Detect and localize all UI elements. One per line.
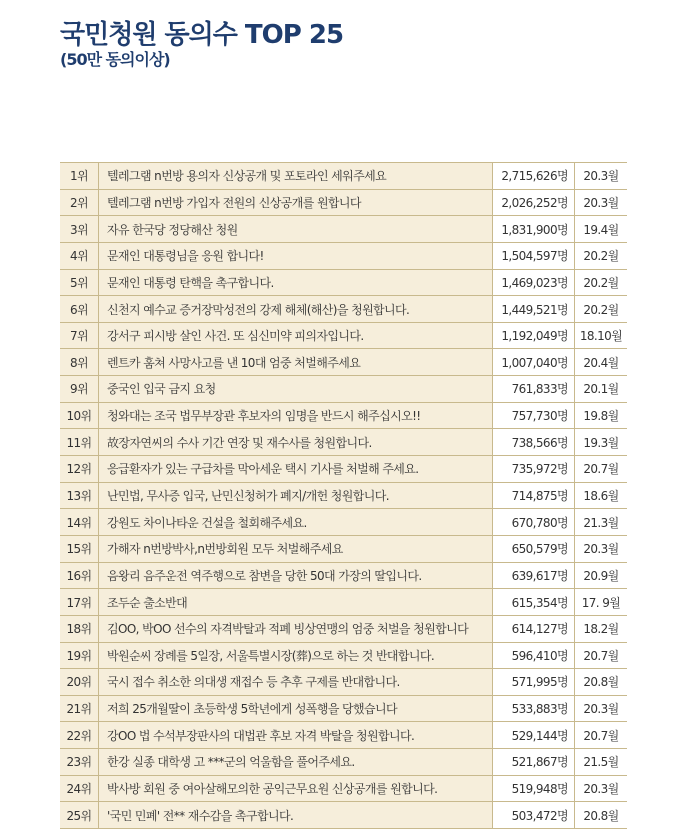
rank-cell: 24위 [60, 775, 99, 802]
petition-title-cell: 텔레그램 n번방 가입자 전원의 신상공개를 원합니다 [99, 189, 493, 216]
page-subtitle: (50만 동의이상) [60, 50, 170, 69]
date-cell: 19.4월 [575, 216, 628, 243]
rank-cell: 22위 [60, 722, 99, 749]
date-cell: 20.3월 [575, 163, 628, 190]
table-row [60, 775, 627, 802]
petition-title-cell: 조두순 출소반대 [99, 589, 493, 616]
date-cell: 19.3월 [575, 429, 628, 456]
agree-count-cell: 1,469,023명 [493, 269, 575, 296]
agree-count-cell: 615,354명 [493, 589, 575, 616]
rank-cell: 1위 [60, 163, 99, 190]
agree-count-cell: 2,715,626명 [493, 163, 575, 190]
table-body [60, 163, 627, 829]
date-cell: 17. 9월 [575, 589, 628, 616]
table-row [60, 589, 627, 616]
date-cell: 20.4월 [575, 349, 628, 376]
date-cell: 19.8월 [575, 402, 628, 429]
date-cell: 21.3월 [575, 509, 628, 536]
date-cell: 20.8월 [575, 802, 628, 829]
date-cell: 20.2월 [575, 269, 628, 296]
date-cell: 20.2월 [575, 296, 628, 323]
rank-cell: 17위 [60, 589, 99, 616]
table-row [60, 562, 627, 589]
date-cell: 20.7월 [575, 456, 628, 483]
petition-title-cell: 김OO, 박OO 선수의 자격박탈과 적폐 빙상연맹의 엄중 처벌을 청원합니다 [99, 615, 493, 642]
date-cell: 21.5월 [575, 749, 628, 776]
rank-cell: 20위 [60, 669, 99, 696]
petition-title-cell: 청와대는 조국 법무부장관 후보자의 임명을 반드시 해주십시오!! [99, 402, 493, 429]
date-cell: 20.3월 [575, 189, 628, 216]
table-row [60, 615, 627, 642]
petition-title-cell: 응급환자가 있는 구급차를 막아세운 택시 기사를 처벌해 주세요. [99, 456, 493, 483]
table-row [60, 695, 627, 722]
rank-cell: 25위 [60, 802, 99, 829]
rank-cell: 15위 [60, 535, 99, 562]
table-row [60, 242, 627, 269]
petition-title-cell: 저희 25개월딸이 초등학생 5학년에게 성폭행을 당했습니다 [99, 695, 493, 722]
agree-count-cell: 639,617명 [493, 562, 575, 589]
table-row [60, 669, 627, 696]
rank-cell: 16위 [60, 562, 99, 589]
rank-cell: 21위 [60, 695, 99, 722]
table-row [60, 722, 627, 749]
petition-title-cell: 가해자 n번방박사,n번방회원 모두 처벌해주세요 [99, 535, 493, 562]
agree-count-cell: 757,730명 [493, 402, 575, 429]
rank-cell: 5위 [60, 269, 99, 296]
petition-title-cell: 강OO 법 수석부장판사의 대법관 후보 자격 박탈을 청원합니다. [99, 722, 493, 749]
agree-count-cell: 1,192,049명 [493, 322, 575, 349]
rank-cell: 7위 [60, 322, 99, 349]
table-row [60, 376, 627, 403]
date-cell: 20.7월 [575, 722, 628, 749]
agree-count-cell: 1,449,521명 [493, 296, 575, 323]
date-cell: 18.2월 [575, 615, 628, 642]
table-row [60, 482, 627, 509]
agree-count-cell: 533,883명 [493, 695, 575, 722]
date-cell: 20.3월 [575, 535, 628, 562]
date-cell: 20.7월 [575, 642, 628, 669]
agree-count-cell: 714,875명 [493, 482, 575, 509]
petition-title-cell: 신천지 예수교 증거장막성전의 강제 해체(해산)을 청원합니다. [99, 296, 493, 323]
table-row [60, 296, 627, 323]
table-row [60, 402, 627, 429]
rank-cell: 10위 [60, 402, 99, 429]
agree-count-cell: 650,579명 [493, 535, 575, 562]
petition-title-cell: 중국인 입국 금지 요청 [99, 376, 493, 403]
agree-count-cell: 735,972명 [493, 456, 575, 483]
table-row [60, 189, 627, 216]
table-row [60, 802, 627, 829]
table-row [60, 269, 627, 296]
page-title: 국민청원 동의수 TOP 25 [60, 20, 344, 50]
date-cell: 20.1월 [575, 376, 628, 403]
petition-title-cell: 강원도 차이나타운 건설을 철회해주세요. [99, 509, 493, 536]
rank-cell: 19위 [60, 642, 99, 669]
agree-count-cell: 670,780명 [493, 509, 575, 536]
petition-title-cell: 박원순씨 장례를 5일장, 서울특별시장(葬)으로 하는 것 반대합니다. [99, 642, 493, 669]
table-row [60, 456, 627, 483]
table-row [60, 216, 627, 243]
table-row [60, 749, 627, 776]
petition-title-cell: 텔레그램 n번방 용의자 신상공개 및 포토라인 세워주세요 [99, 163, 493, 190]
date-cell: 18.10월 [575, 322, 628, 349]
petition-title-cell: 자유 한국당 정당해산 청원 [99, 216, 493, 243]
table-row [60, 535, 627, 562]
table-row [60, 163, 627, 190]
date-cell: 20.2월 [575, 242, 628, 269]
petition-title-cell: 강서구 피시방 살인 사건. 또 심신미약 피의자입니다. [99, 322, 493, 349]
agree-count-cell: 1,831,900명 [493, 216, 575, 243]
table-row [60, 429, 627, 456]
table-row [60, 322, 627, 349]
petition-title-cell: '국민 민폐' 전** 재수감을 촉구합니다. [99, 802, 493, 829]
agree-count-cell: 738,566명 [493, 429, 575, 456]
date-cell: 18.6월 [575, 482, 628, 509]
rank-cell: 6위 [60, 296, 99, 323]
petition-title-cell: 국시 접수 취소한 의대생 재접수 등 추후 구제를 반대합니다. [99, 669, 493, 696]
rank-cell: 14위 [60, 509, 99, 536]
petition-title-cell: 렌트카 훔쳐 사망사고를 낸 10대 엄중 처벌해주세요 [99, 349, 493, 376]
rank-cell: 23위 [60, 749, 99, 776]
agree-count-cell: 1,504,597명 [493, 242, 575, 269]
agree-count-cell: 529,144명 [493, 722, 575, 749]
rank-cell: 11위 [60, 429, 99, 456]
date-cell: 20.3월 [575, 695, 628, 722]
rank-cell: 3위 [60, 216, 99, 243]
table-row [60, 509, 627, 536]
agree-count-cell: 519,948명 [493, 775, 575, 802]
rank-cell: 2위 [60, 189, 99, 216]
table-row [60, 349, 627, 376]
petition-title-cell: 문재인 대통령 탄핵을 촉구합니다. [99, 269, 493, 296]
agree-count-cell: 521,867명 [493, 749, 575, 776]
agree-count-cell: 614,127명 [493, 615, 575, 642]
petition-title-cell: 한강 실종 대학생 고 ***군의 억울함을 풀어주세요. [99, 749, 493, 776]
rank-cell: 18위 [60, 615, 99, 642]
agree-count-cell: 761,833명 [493, 376, 575, 403]
petition-title-cell: 음왕리 음주운전 역주행으로 참변을 당한 50대 가장의 딸입니다. [99, 562, 493, 589]
rank-cell: 9위 [60, 376, 99, 403]
date-cell: 20.8월 [575, 669, 628, 696]
agree-count-cell: 2,026,252명 [493, 189, 575, 216]
date-cell: 20.9월 [575, 562, 628, 589]
table-row [60, 642, 627, 669]
petition-title-cell: 문재인 대통령님을 응원 합니다! [99, 242, 493, 269]
rank-cell: 13위 [60, 482, 99, 509]
petition-title-cell: 故장자연씨의 수사 기간 연장 및 재수사를 청원합니다. [99, 429, 493, 456]
petition-title-cell: 박사방 회원 중 여아살해모의한 공익근무요원 신상공개를 원합니다. [99, 775, 493, 802]
rank-cell: 4위 [60, 242, 99, 269]
date-cell: 20.3월 [575, 775, 628, 802]
agree-count-cell: 571,995명 [493, 669, 575, 696]
rank-cell: 12위 [60, 456, 99, 483]
agree-count-cell: 503,472명 [493, 802, 575, 829]
petition-ranking-table [60, 162, 627, 829]
petition-title-cell: 난민법, 무사증 입국, 난민신청허가 폐지/개헌 청원합니다. [99, 482, 493, 509]
agree-count-cell: 596,410명 [493, 642, 575, 669]
rank-cell: 8위 [60, 349, 99, 376]
agree-count-cell: 1,007,040명 [493, 349, 575, 376]
